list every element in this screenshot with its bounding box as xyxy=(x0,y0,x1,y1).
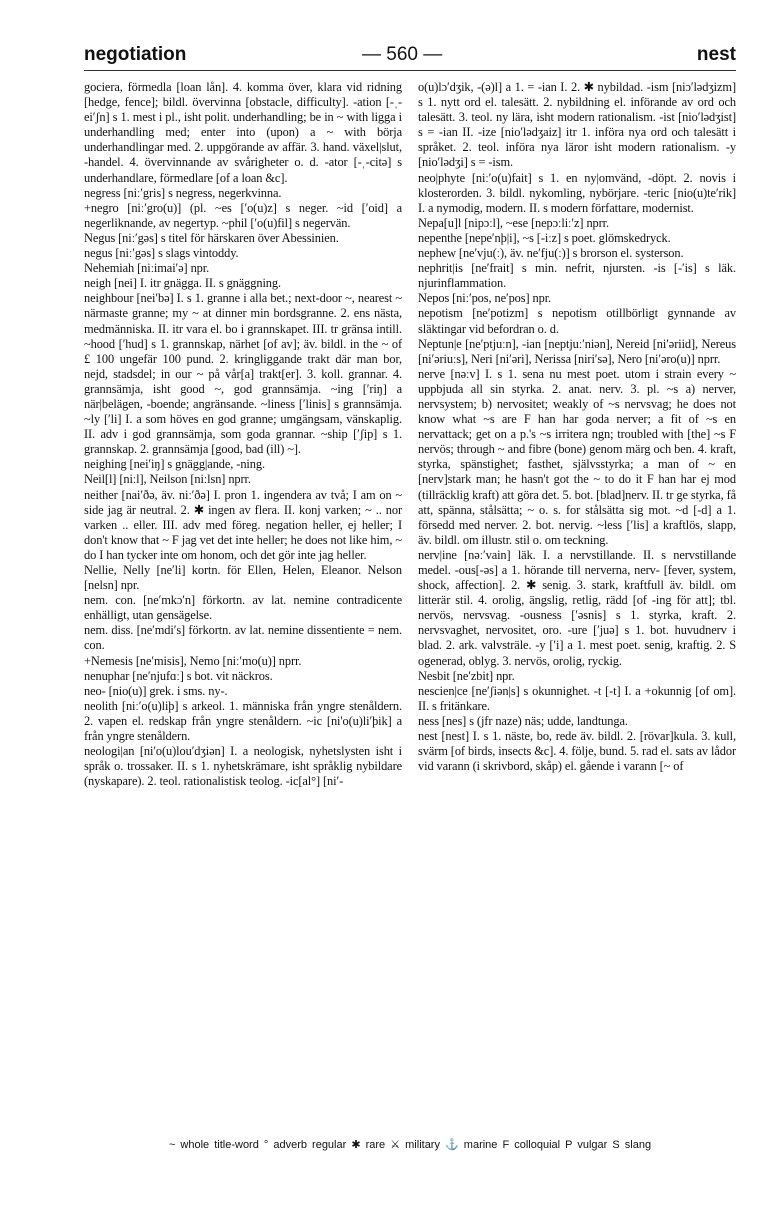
entry: nephew [neʹvju(ː), äv. neʹfju(ː)] s brorson el. systerson. xyxy=(418,246,684,261)
entry: negus [niːʹgəs] s slags vintoddy. xyxy=(84,246,239,261)
entry: ness [nes] s (jfr naze) näs; udde, landtunga. xyxy=(418,713,628,728)
entry: neo|phyte [niːʹo(u)fait] s 1. en ny|omvänd, -döpt. 2. novis i klosterorden. 3. bildl. nykomling, nybörjare. -teric [nio(u)teʹrik] I. a nymodig, modern. II. s modern författare, modernist. xyxy=(418,170,736,215)
entry: o(u)lɔʹdʒik, -(ə)l] a 1. = -ian I. 2. ✱ nybildad. -ism [niɔʹlədʒizm] s 1. nytt ord el. talesätt. 2. nybildning el. införande av ord och talesätt. 3. teol. ny lära, isht modern rationalism. -ist [nioʹlədʒist] s = -ian II. -ize [nioʹlədʒaiz] itr 1. införa nya ord och talesätt i språket. 2. teol. införa nya läror isht modern rationalism. -y [nioʹlədʒi] s = -ism. xyxy=(418,80,736,170)
header-rule xyxy=(84,70,736,71)
entry: negress [niːʹgris] s negress, negerkvinna. xyxy=(84,185,282,200)
entry: nescien|ce [neʹʃiən|s] s okunnighet. -t [-t] I. a +okunnig [of om]. II. s fritänkare. xyxy=(418,683,736,713)
entry: nepotism [neʹpotizm] s nepotism otillbörligt gynnande av släktingar vid befordran o. d. xyxy=(418,306,736,336)
entry: neigh [nei] I. itr gnägga. II. s gnäggning. xyxy=(84,276,281,291)
entry: Nehemiah [niːimaiʹə] npr. xyxy=(84,261,210,276)
entry: neighbour [neiʹbə] I. s 1. granne i alla bet.; next-door ~, nearest ~ närmaste granne; my ~ at dinner min bordsgranne. 2. ens nästa, medmänniska. II. itr vara el. bo i grannskapet. III. tr gränsa intill. ~hood [ʹhud] s 1. grannskap, närhet [of av]; äv. bildl. in the ~ of £ 100 ungefär 100 pund. 2. kringliggande trakt där man bor, nejd, stadsdel; in our ~ på vår[a] trakt[er]. 3. koll. grannar. 4. grannsämja, isht good ~, god grannsämja. ~ing [ʹriŋ] a när|belägen, -boende; angränsande. ~liness [ʹlinis] s grannsämja. ~ly [ʹli] I. a som höves en god granne; umgängsam, vänskaplig. II. adv i god grannsämja, som goda grannar. ~ship [ʹʃip] s 1. grannskap. 2. grannsämja [good, bad (ill) ~]. xyxy=(84,291,402,457)
entry: nem. diss. [neʹmdiʹs] förkortn. av lat. nemine dissentiente = nem. con. xyxy=(84,623,402,653)
entry: nem. con. [neʹmkɔʹn] förkortn. av lat. nemine contradicente enhälligt, utan gensägelse. xyxy=(84,593,402,623)
entry: neo- [nio(u)] grek. i sms. ny-. xyxy=(84,683,228,698)
entry: nenuphar [neʹnjufɑː] s bot. vit näckros. xyxy=(84,668,273,683)
entry: Negus [niːʹgəs] s titel för härskaren över Abessinien. xyxy=(84,230,339,245)
entry: nepenthe [nepeʹnþ|i], ~s [-iːz] s poet. glömskedryck. xyxy=(418,230,671,245)
entry: Nepa[u]l [nipɔːl], ~ese [nepɔːliːʹz] nprr. xyxy=(418,215,609,230)
entry: nerve [nəːv] I. s 1. sena nu mest poet. utom i strain every ~ uppbjuda all sin styrka. 2. anat. nerv. 3. pl. ~s a) nerver, nervsystem; b) nervositet; weakly of ~s nervsvag; he does not know what ~s are F han har goda nerver; a fit of ~s en nervattack; get on a p.'s ~s irritera ngn; troubled with [the] ~s F nervös; through ~ and fibre (bone) genom märg och ben. 4. kraft, styrka, spänstighet; fasthet, självsstyrka; a man of ~ en [nerv]stark man; he hasn't got the ~ to do it F han har ej mod (tillräcklig kraft) att göra det. 5. bot. [blad]nerv. II. tr ge styrka, få att, spänna, stålsätta; ~ o. s. for stålsätta sig mot. ~d [-d] a 1. försedd med nerver. 2. bot. nervig. ~less [ʹlis] a kraftlös, slapp, äv. bildl. om illustr. stil o. om teckning. xyxy=(418,366,736,547)
entry: nerv|ine [nəːʹvain] läk. I. a nervstillande. II. s nervstillande medel. -ous[-əs] a 1. hörande till nerverna, nerv- [fever, system, shock, affection]. 2. ✱ senig. 3. stark, kraftfull äv. bildl. om litterär stil. 4. orolig, ängslig, retlig, rädd [of -ing för att]; tbl. nervös, nervsvag. -ousness [ʹəsnis] s 1. styrka, kraft. 2. nervsvaghet, nervositet, oro. -ure [ʹjuə] s 1. bot. huvudnerv i blad. 2. ark. valvsträle. -y [ʹi] a 1. mest poet. senig, kraftig. 2. S ogenerad, oblyg. 3. nervös, orolig, ryckig. xyxy=(418,547,736,668)
entry: nephrit|is [neʹfrait] s min. nefrit, njursten. -is [-ʹis] s läk. njurinflammation. xyxy=(418,261,736,291)
left-column xyxy=(84,80,402,789)
entry: +Nemesis [neʹmisis], Nemo [niːʹmo(u)] nprr. xyxy=(84,653,302,668)
running-head-left: negotiation xyxy=(84,44,187,65)
entry: neologi|an [niʹo(u)louʹdʒiən] I. a neologisk, nyhetslysten isht i språk o. trossaker. II. s 1. nyhetskrämare, isht språklig nybildare (nyskapare). 2. teol. rationalistisk teolog. -ic[al°] [niʹ- xyxy=(84,744,402,789)
entry: Nellie, Nelly [neʹli] kortn. för Ellen, Helen, Eleanor. Nelson [nelsn] npr. xyxy=(84,563,402,593)
symbol-legend: ~ whole title-word ° adverb regular ✱ rare ⚔ military ⚓ marine F colloquial P vulgar S slang xyxy=(168,1139,652,1151)
entry: gociera, förmedla [loan lån]. 4. komma över, klara vid ridning [hedge, fence]; bildl. övervinna [obstacle, difficulty]. -ation [-ˌ-eiʹʃn] s 1. mest i pl., isht polit. underhandling; be in ~ with ligga i underhandling med; enter into (upon) a ~ with börja underhandlingar med. 2. uppgörande av affär. 3. hand. växel|slut, -handel. 4. övervinnande av svårigheter o. d. -ator [-ˌ-citə] s underhandlare, förmedlare [of a loan &c]. xyxy=(84,80,402,185)
entry: neolith [niːʹo(u)liþ] s arkeol. 1. människa från yngre stenåldern. 2. vapen el. redskap från yngre stenåldern. ~ic [ni'o(u)liʹþik] a från yngre stenåldern. xyxy=(84,698,402,744)
entry: Nepos [niːʹpos, neʹpos] npr. xyxy=(418,291,552,306)
entry: nest [nest] I. s 1. näste, bo, rede äv. bildl. 2. [rövar]kula. 3. kull, svärm [of birds, insects &c]. 4. följe, bund. 5. rad el. sats av lådor vid varann (i skrivbord, skåp) el. gående i varann [~ of xyxy=(418,729,736,774)
entry: Neptun|e [neʹptjuːn], -ian [neptjuːʹniən], Nereid [niʹəriid], Nereus [niʹəriuːs], Neri [niʹəri], Nerissa [niriʹsə], Nero [niʹəro(u)] nprr. xyxy=(418,336,736,366)
entry: Nesbit [neʹzbit] npr. xyxy=(418,668,515,683)
page-number: — 560 — xyxy=(362,44,443,65)
entry: +negro [niːʹgro(u)] (pl. ~es [ʹo(u)z] s neger. ~id [ʹoid] a negerliknande, av negertyp. ~phil [ʹo(u)fil] s negervän. xyxy=(84,200,402,230)
entry: Neil[l] [niːl], Neilson [niːlsn] nprr. xyxy=(84,472,251,487)
entry: neighing [neiʹiŋ] s gnägg|ande, -ning. xyxy=(84,457,265,472)
running-head-right: nest xyxy=(696,44,736,65)
entry: neither [naiʹðə, äv. niːʹðə] I. pron 1. ingendera av två; I am on ~ side jag är neutral. 2. ✱ ingen av flera. II. konj varken; ~ .. nor varken .. eller. III. adv med föreg. negation heller, ej heller; I don't know that ~ F jag vet det inte heller; he does not like him, ~ do I han tycker inte om honom, och det gör inte jag heller. xyxy=(84,487,402,562)
page-header xyxy=(84,40,736,74)
right-column xyxy=(418,80,736,774)
